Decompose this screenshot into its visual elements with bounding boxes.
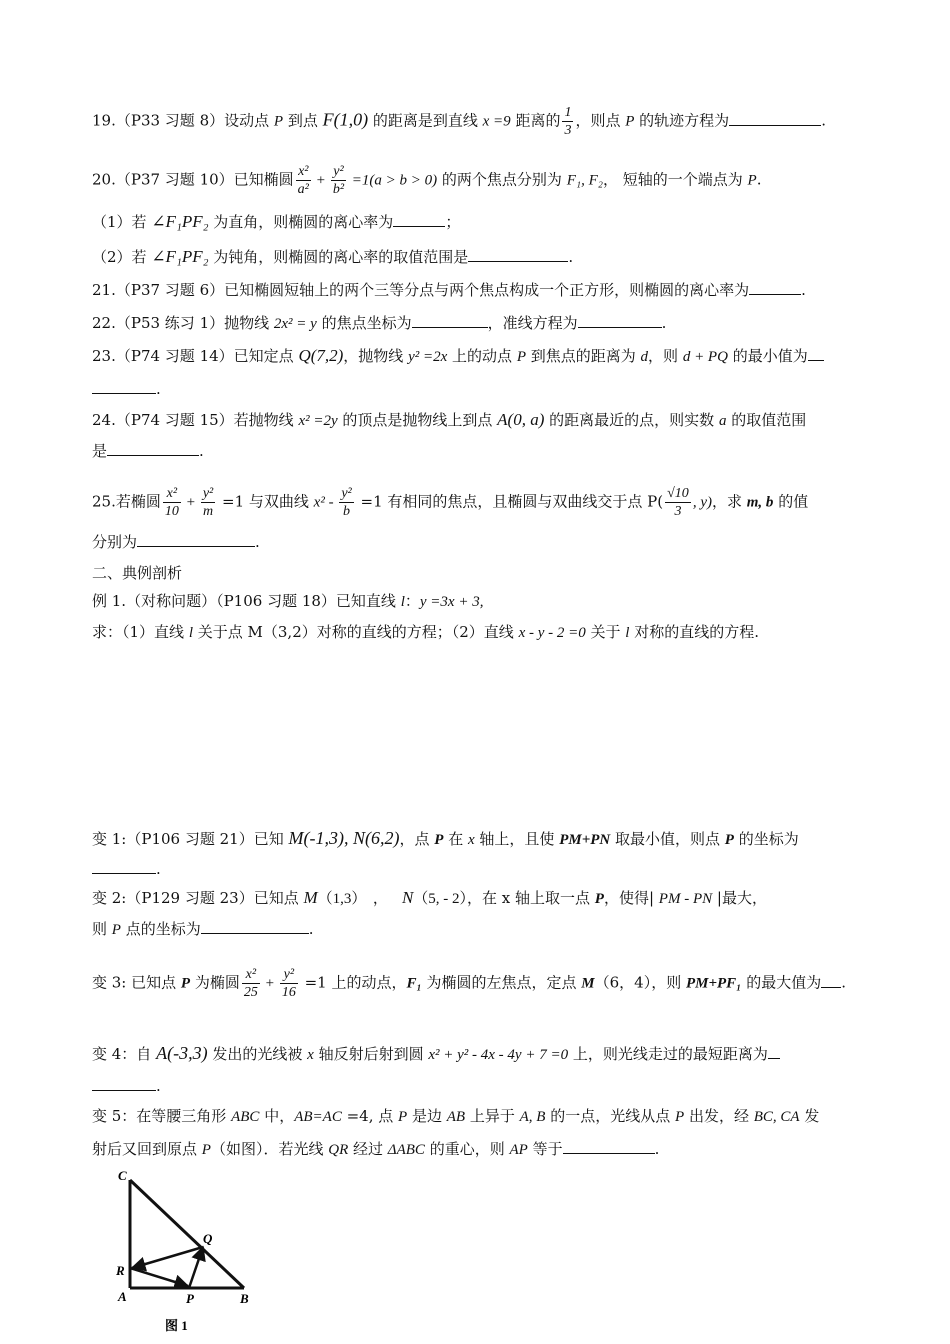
q19-fraction [562, 104, 573, 139]
ex1-var: l [188, 625, 193, 641]
v3-text: 的最大值为 [741, 973, 822, 992]
q23-text: 到焦点的距离为 [525, 347, 641, 365]
q20-text: 的两个焦点分别为 [437, 170, 567, 189]
ex1-var: l [625, 625, 630, 641]
v5-var: AB [446, 1109, 466, 1125]
q23-text: 上的动点 [447, 347, 517, 365]
v1-text: 取最小值，则点 [610, 830, 725, 848]
answer-blank [749, 280, 801, 295]
q23-equation: y² =2x [408, 349, 448, 365]
ex1-equation: y =3x + 3, [419, 594, 484, 610]
v1-text: 的坐标为 [733, 830, 799, 848]
answer-blank [729, 111, 821, 126]
q20-2-text: （2）若 [92, 248, 152, 266]
q20-1-text: （1）若 [92, 213, 152, 231]
plus-sign: + [182, 494, 199, 511]
q19-var: P [273, 113, 284, 130]
q21-text: . [801, 281, 806, 299]
q23-var: d [640, 349, 649, 365]
answer-blank [563, 1139, 655, 1154]
numerator: y² [341, 486, 352, 501]
v5-text: 中， [259, 1107, 295, 1125]
q23-text: 的最小值为 [727, 347, 808, 365]
q20-2-text: . [568, 248, 574, 266]
q25-text: 分别为 [92, 533, 138, 551]
example-1 [92, 591, 862, 612]
variant-1-cont [92, 859, 862, 879]
answer-blank [201, 919, 309, 934]
q24-text: 的顶点是抛物线上到点 [337, 411, 498, 429]
q19-text: . [821, 111, 826, 130]
ex1-equation: x - y - 2 =0 [518, 625, 586, 641]
v3-fraction-y [280, 966, 298, 1001]
angle-expression: ∠F₁PF₂ [151, 212, 209, 231]
answer-blank [821, 973, 841, 988]
variant-4-cont [92, 1076, 862, 1096]
question-20-1 [92, 212, 862, 232]
question-23 [92, 346, 862, 367]
v5-text: 是边 [407, 1107, 447, 1125]
v5-text: 出发，经 [684, 1107, 754, 1125]
q25-fraction-y [201, 485, 215, 520]
v1-points: M(-1,3), N(6,2) [288, 828, 400, 848]
numerator: √10 [667, 486, 689, 501]
numerator: x² [296, 163, 311, 181]
ex1-text: 关于 [585, 623, 626, 641]
v3-var: F₁ [406, 975, 422, 992]
q19-text: ，则点 [575, 111, 626, 130]
denominator: 25 [243, 985, 258, 1000]
v5-var: P [398, 1109, 408, 1125]
variant-5-cont [92, 1139, 862, 1160]
question-23-cont [92, 379, 862, 399]
answer-blank [578, 313, 662, 328]
answer-blank [768, 1044, 780, 1059]
q20-fraction-x [296, 163, 311, 198]
q25-vars: m, b [746, 494, 774, 511]
denominator: 10 [164, 504, 179, 519]
question-20 [92, 163, 862, 198]
variant-5 [92, 1106, 862, 1127]
q23-text: 23.（P74 习题 14）已知定点 [92, 347, 299, 365]
angle-expression: ∠F₁PF₂ [151, 247, 209, 266]
q23-text: ，抛物线 [343, 347, 409, 365]
v1-var: P [434, 832, 444, 848]
answer-blank [92, 859, 156, 874]
v2-var: M [303, 888, 318, 907]
v3-text: 为椭圆 [190, 973, 240, 992]
v3-text: 为椭圆的左焦点，定点 [421, 973, 582, 992]
question-25-cont [92, 532, 862, 552]
v5-expression: AB=AC [294, 1109, 342, 1125]
v2-text: |最大， [712, 889, 767, 907]
variant-3 [92, 966, 862, 1001]
answer-blank [92, 1076, 156, 1091]
q25-fraction-b [339, 485, 353, 520]
v2-text: 点的坐标为 [120, 920, 201, 938]
denominator: b² [332, 182, 345, 197]
ex1-text: ： [404, 592, 420, 610]
ex1-text: 例 1.（对称问题）（P106 习题 18）已知直线 [92, 592, 401, 610]
answer-blank [468, 247, 568, 262]
q20-text: . [756, 170, 762, 189]
q25-text: =1 有相同的焦点，且椭圆与双曲线交于点 P( [355, 492, 664, 511]
q20-1-text: ； [445, 213, 461, 231]
v5-var: AP [509, 1142, 528, 1158]
v2-var: N [401, 888, 414, 907]
q25-fraction-root [665, 485, 691, 520]
v2-text: 则 [92, 920, 112, 938]
answer-blank [92, 379, 156, 394]
q23-text: ，则 [648, 347, 683, 365]
label-b: B [240, 1291, 249, 1306]
v5-text: 发 [799, 1107, 820, 1125]
answer-blank [137, 532, 255, 547]
q22-text: . [661, 314, 667, 332]
q24-text: 24.（P74 习题 15）若抛物线 [92, 411, 299, 429]
q24-text: 是 [92, 442, 108, 460]
q23-var: P [516, 349, 526, 365]
q22-text: ，准线方程为 [487, 314, 578, 332]
q19-text: 的距离是到直线 [368, 111, 483, 130]
q25-text: . [255, 533, 260, 551]
v5-text: 的重心，则 [424, 1140, 510, 1158]
q23-point: Q(7,2) [298, 346, 344, 365]
v1-var: P [724, 832, 734, 848]
v2-text: ，使得| [603, 889, 659, 907]
v3-text: 变 3: 已知点 [92, 973, 181, 992]
q24-equation: x² =2y [298, 413, 338, 429]
q23-expression: d + PQ [682, 349, 728, 365]
numerator: x² [163, 485, 181, 503]
q20-text: ， 短轴的一个端点为 [602, 170, 748, 189]
v3-text: =1 上的动点， [299, 973, 407, 992]
question-22 [92, 313, 862, 334]
q25-expression: , y) [692, 494, 712, 511]
v3-text: （6，4），则 [594, 973, 686, 992]
v5-text: . [654, 1140, 660, 1158]
v2-text: 变 2:（P129 习题 23）已知点 [92, 889, 304, 907]
label-c: C [118, 1168, 127, 1183]
q20-condition: =1(a > b > 0) [348, 172, 438, 189]
q20-fraction-y [331, 163, 346, 198]
q19-var: P [625, 113, 635, 130]
numerator: 1 [564, 105, 572, 120]
v4-point: A(-3,3) [156, 1043, 208, 1063]
ex1-text: 对称的直线的方程. [629, 623, 760, 641]
q22-text: 的焦点坐标为 [316, 314, 412, 332]
v5-text: （如图）．若光线 [210, 1140, 329, 1158]
v5-text: 上异于 [465, 1107, 520, 1125]
v1-text: 轴上，且使 [474, 830, 560, 848]
ex1-var: l [400, 594, 405, 610]
q24-text: 的取值范围 [726, 411, 807, 429]
q19-text: 到点 [283, 111, 323, 130]
q25-text: 25.若椭圆 [92, 492, 161, 511]
question-24 [92, 410, 862, 431]
answer-blank [412, 313, 488, 328]
v5-var: P [675, 1109, 685, 1125]
question-25 [92, 485, 862, 520]
v3-text: . [841, 973, 846, 992]
q20-text: 20.（P37 习题 10）已知椭圆 [92, 170, 294, 189]
variant-2-cont [92, 919, 862, 940]
v2-text: ， [372, 889, 388, 907]
q19-text: 的轨迹方程为 [634, 111, 730, 130]
v4-var: x [307, 1047, 314, 1063]
v3-var: P [180, 975, 191, 992]
variant-2 [92, 888, 862, 909]
v5-var: A, B [519, 1109, 546, 1125]
q20-2-text: 为钝角，则椭圆的离心率的取值范围是 [208, 248, 469, 266]
v5-text: 经过 [348, 1140, 388, 1158]
v5-var: QR [328, 1142, 349, 1158]
v3-fraction-x [242, 966, 260, 1001]
q24-point: A(0, a) [497, 410, 545, 429]
v5-var: BC, CA [753, 1109, 800, 1125]
v4-text: 上，则光线走过的最短距离为 [568, 1045, 768, 1063]
v5-var: ABC [231, 1109, 260, 1125]
variant-1 [92, 828, 862, 850]
ex1-text: 关于点 M（3,2）对称的直线的方程；（2）直线 [192, 623, 519, 641]
plus-sign: + [312, 172, 329, 189]
triangle-figure [110, 1168, 260, 1338]
answer-blank [808, 346, 824, 361]
v2-var: P [594, 891, 604, 907]
q21-text: 21.（P37 习题 6）已知椭圆短轴上的两个三等分点与两个焦点构成一个正方形，则椭圆的离心率为 [92, 281, 750, 299]
v1-text: 在 [443, 830, 468, 848]
section-heading: 二、典例剖析 [92, 564, 183, 582]
v1-expression: PM+PN [559, 832, 611, 848]
ray-rp [130, 1268, 188, 1286]
v3-expression: PM+PF₁ [685, 975, 742, 992]
v4-text: 轴反射后射到圆 [313, 1045, 429, 1063]
example-1-tasks [92, 622, 862, 643]
v1-text: ，点 [399, 830, 435, 848]
q23-text: . [156, 380, 161, 398]
v4-equation: x² + y² - 4x - 4y + 7 =0 [428, 1047, 569, 1063]
denominator: a² [297, 182, 309, 197]
ex1-text: 求：（1）直线 [92, 623, 189, 641]
question-24-cont [92, 441, 862, 461]
v2-text: ，在 x 轴上取一点 [467, 889, 595, 907]
v2-coords: （5, - 2） [413, 891, 468, 907]
v4-text: . [156, 1077, 161, 1095]
q20-var: P [747, 172, 757, 189]
denominator: 3 [564, 123, 572, 138]
q20-1-text: 为直角，则椭圆的离心率为 [208, 213, 394, 231]
q19-text: 19.（P33 习题 8）设动点 [92, 111, 274, 130]
question-21 [92, 280, 862, 300]
ray-qr [132, 1247, 203, 1268]
variant-4 [92, 1043, 862, 1065]
v2-var: P [111, 922, 121, 938]
answer-blank [393, 212, 445, 227]
numerator: y² [331, 163, 346, 181]
q19-text: 距离的 [510, 111, 561, 130]
side-cb [130, 1180, 244, 1288]
q25-expression: x² - [313, 494, 338, 511]
q24-text: 的距离最近的点，则实数 [544, 411, 719, 429]
v2-coords: （1,3） [317, 891, 359, 907]
q20-foci: F₁, F₂ [566, 172, 603, 189]
v1-text: 变 1:（P106 习题 21）已知 [92, 830, 289, 848]
v3-var: M [581, 975, 595, 992]
label-a: A [118, 1289, 127, 1304]
v5-text: =4, 点 [341, 1107, 399, 1125]
q22-text: 22.（P53 练习 1）抛物线 [92, 314, 274, 332]
denominator: m [202, 504, 214, 519]
label-q: Q [203, 1231, 213, 1246]
label-p: P [186, 1291, 194, 1306]
v1-text: . [156, 860, 161, 878]
v5-text: 等于 [527, 1140, 563, 1158]
numerator: x² [242, 966, 260, 984]
answer-blank [107, 441, 199, 456]
numerator: y² [202, 486, 214, 501]
v5-text: 变 5：在等腰三角形 [92, 1107, 232, 1125]
v2-text: . [308, 920, 314, 938]
ray-pq [189, 1247, 203, 1288]
v4-text: 发出的光线被 [207, 1045, 308, 1063]
v2-expression: PM - PN [658, 891, 713, 907]
figure-caption: 图 1 [165, 1318, 188, 1333]
v4-text: 变 4：自 [92, 1045, 157, 1063]
q19-point: F(1,0) [322, 109, 369, 130]
question-20-2 [92, 247, 862, 267]
v5-var: ΔABC [387, 1142, 425, 1158]
v1-var: x [467, 832, 475, 848]
q19-line: x =9 [482, 113, 511, 130]
q25-fraction-x [163, 485, 181, 520]
question-19 [92, 104, 862, 139]
v5-text: 射后又回到原点 [92, 1140, 202, 1158]
q24-var: a [718, 413, 727, 429]
q22-equation: 2x² = y [273, 316, 317, 332]
label-r: R [116, 1263, 125, 1278]
numerator: y² [280, 966, 298, 984]
denominator: 16 [281, 985, 296, 1000]
q25-text: ，求 [711, 492, 747, 511]
v5-text: 的一点，光线从点 [545, 1107, 675, 1125]
q25-text: 的值 [773, 492, 809, 511]
q25-text: =1 与双曲线 [217, 492, 314, 511]
plus-sign: + [261, 975, 278, 992]
denominator: 3 [674, 504, 682, 519]
denominator: b [343, 504, 351, 519]
q24-text: . [199, 442, 204, 460]
v5-var: P [201, 1142, 211, 1158]
